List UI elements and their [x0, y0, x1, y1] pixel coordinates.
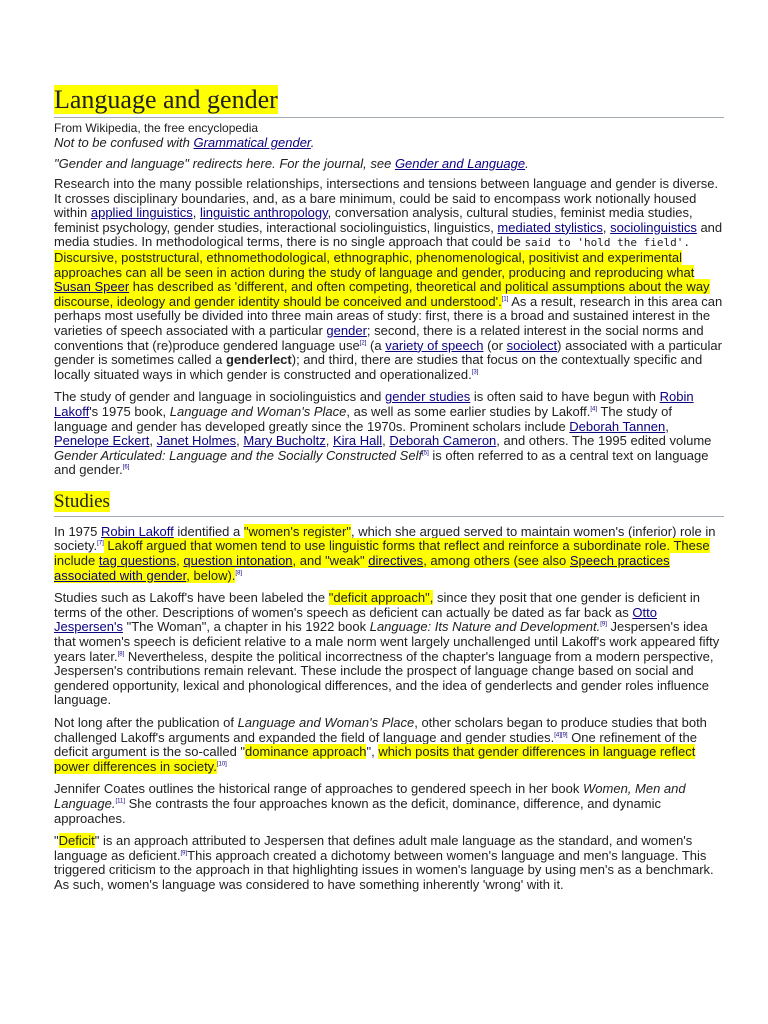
- reference-6[interactable]: [6]: [122, 464, 130, 471]
- text: One refinement of the deficit argument is the so-called ": [54, 729, 697, 760]
- book-title: Women, Men and Language.: [54, 781, 686, 811]
- text: ,: [665, 418, 669, 434]
- text: Lakoff argued that women tend to use linguistic forms that reflect and reinforce a subordinate role. These include: [54, 538, 710, 569]
- reference-3[interactable]: [3]: [471, 369, 479, 376]
- text: "The Woman", a chapter in his 1922 book: [122, 619, 370, 635]
- text: identified a: [173, 523, 244, 539]
- text: ,: [382, 433, 390, 449]
- link-deborah-tannen[interactable]: Deborah Tannen: [569, 418, 666, 434]
- hatnote-text: .: [310, 135, 315, 150]
- text: is often said to have begun with: [470, 389, 660, 405]
- studies-paragraph-1: [54, 525, 724, 583]
- text: ); and third, there are studies that focus on the contextually specific and locally situated ways in which gender is constructed and operationalized.: [54, 352, 703, 382]
- text: Studies such as Lakoff's have been labeled the: [54, 590, 329, 606]
- text: ,: [602, 219, 611, 235]
- highlighted-text: [54, 538, 710, 582]
- text: , other scholars began to produce studies that both challenged Lakoff's arguments and expanded the field of language and gender studies.: [54, 715, 707, 745]
- reference-9[interactable]: [9]: [600, 622, 607, 629]
- link-gender-and-language-journal[interactable]: Gender and Language: [394, 156, 526, 171]
- hatnote-text: "Gender and language" redirects here. For the journal, see: [54, 156, 395, 171]
- text: Research into the many possible relationships, intersections and tensions between language and gender is diverse. It crosses disciplinary boundaries, and, as a bare minimum, could be said to encompass work notionally housed within: [54, 176, 719, 221]
- hatnote-grammatical-gender: [54, 135, 724, 151]
- reference-2[interactable]: [2]: [359, 340, 367, 347]
- link-question-intonation[interactable]: question intonation: [183, 553, 293, 569]
- text: " is an approach attributed to Jespersen that defines adult male language as the standard, and women's language as deficient.: [54, 833, 693, 863]
- text: has described as 'different, and often competing, theoretical and political assumptions about the way discourse, ideology and gender identity should be conceived and understood'.: [54, 279, 710, 309]
- text: and media studies. In methodological terms, there is no single approach that could be: [54, 219, 723, 250]
- link-gender[interactable]: gender: [326, 322, 367, 338]
- studies-paragraph-5: [54, 834, 724, 892]
- section-heading-studies: [54, 490, 724, 517]
- text: ,: [325, 433, 333, 449]
- hatnote-text: .: [525, 156, 529, 171]
- link-tag-questions[interactable]: tag questions: [98, 553, 177, 569]
- highlighted-text: "deficit approach",: [328, 590, 434, 606]
- text: (a: [366, 337, 386, 353]
- studies-paragraph-4: [54, 782, 724, 826]
- text: 's 1975 book,: [89, 403, 170, 419]
- term-genderlect: genderlect: [225, 352, 292, 368]
- text: ; second, there is a related interest in the social norms and conventions that (re)produce gendered language use: [54, 322, 704, 353]
- reference-8[interactable]: [8]: [117, 651, 125, 658]
- text: Jespersen's idea that women's speech is deficient relative to a male norm went largely unchallenged until Lakoff's work appeared fifty years later.: [54, 619, 720, 664]
- text: Discursive, poststructural, ethnomethodological, ethnographic, phenomenological, positivist and experimental approaches can all be seen in action during the study of language and gender, producing and reproducing what: [54, 249, 695, 280]
- reference-7[interactable]: [7]: [97, 541, 104, 548]
- link-janet-holmes[interactable]: Janet Holmes: [156, 433, 237, 449]
- text: , conversation analysis, cultural studies, feminist media studies, feminist psychology, gender studies, interactional sociolinguistics, linguistics,: [54, 205, 693, 235]
- link-directives[interactable]: directives: [368, 553, 424, 569]
- highlighted-text: Deficit: [58, 833, 95, 849]
- intro-paragraph-2: [54, 390, 724, 478]
- reference-1[interactable]: [1]: [501, 296, 509, 303]
- text: ,: [192, 205, 200, 221]
- link-mediated-stylistics[interactable]: mediated stylistics: [497, 219, 603, 235]
- link-deborah-cameron[interactable]: Deborah Cameron: [389, 433, 497, 449]
- site-sub: From Wikipedia, the free encyclopedia: [54, 121, 259, 135]
- link-mary-bucholtz[interactable]: Mary Bucholtz: [243, 433, 326, 449]
- text: ,: [149, 433, 157, 449]
- text: This approach created a dichotomy between women's language and men's language. This triggered criticism to the approach in that highlighting issues in women's language by using men's as a benchmark. As such, women's language was considered to have something inherently 'wrong' with it.: [54, 847, 714, 892]
- text: The study of gender and language in sociolinguistics and: [54, 389, 385, 405]
- link-grammatical-gender[interactable]: Grammatical gender: [193, 135, 311, 150]
- highlighted-text: dominance approach: [245, 744, 367, 760]
- text: , and "weak": [292, 553, 369, 569]
- studies-paragraph-2: [54, 591, 724, 708]
- text: The study of language and gender has developed greatly since the 1970s. Prominent scholars include: [54, 403, 672, 434]
- text: , which she argued served to maintain women's (inferior) role in society.: [54, 523, 716, 554]
- link-gender-studies[interactable]: gender studies: [385, 389, 471, 405]
- reference-8[interactable]: [8]: [235, 570, 243, 577]
- article-content: [54, 84, 724, 901]
- text: ) associated with a particular gender is sometimes called a: [54, 337, 722, 368]
- text: Not long after the publication of: [54, 715, 238, 730]
- hatnote-gender-and-language: [54, 156, 724, 172]
- text: Jennifer Coates outlines the historical range of approaches to gendered speech in her book: [54, 781, 584, 797]
- reference-11[interactable]: [11]: [115, 798, 126, 805]
- hatnote-text: Not to be confused with: [54, 135, 194, 150]
- text: ,: [236, 433, 244, 449]
- text: ,: [176, 553, 184, 569]
- reference-4[interactable]: [4]: [590, 406, 598, 413]
- link-linguistic-anthropology[interactable]: linguistic anthropology: [200, 205, 328, 221]
- book-title: Language and Woman's Place: [237, 715, 415, 730]
- text: is often referred to as a central text on language and gender.: [54, 447, 709, 478]
- text: ": [54, 833, 59, 849]
- reference-9[interactable]: [9]: [180, 850, 188, 857]
- studies-paragraph-3: [54, 716, 724, 774]
- link-susan-speer[interactable]: Susan Speer: [54, 279, 130, 295]
- link-robin-lakoff[interactable]: Robin Lakoff: [54, 389, 694, 419]
- text: Nevertheless, despite the political incorrectness of the chapter's language from a modern perspective, Jespersen's contributions remain relevant. These include the prospect of language change based on social and gendered opportunity, lexical and phonological differences, and the idea of genderlects and gender roles influence language.: [54, 648, 714, 708]
- text: In 1975: [54, 523, 101, 539]
- reference-4-9[interactable]: [4][9]: [554, 732, 568, 739]
- link-kira-hall[interactable]: Kira Hall: [332, 433, 383, 449]
- highlighted-text: "women's register": [243, 523, 351, 539]
- link-sociolect[interactable]: sociolect: [506, 337, 558, 353]
- page-title: [54, 84, 724, 118]
- link-robin-lakoff[interactable]: Robin Lakoff: [101, 523, 174, 539]
- text: (or: [483, 337, 507, 353]
- link-applied-linguistics[interactable]: applied linguistics: [90, 205, 193, 221]
- text: As a result, research in this area can perhaps most usefully be divided into three main areas of study: first, there is a broad and sustained interest in the varieties of speech associated with a particular: [54, 293, 723, 338]
- reference-5[interactable]: [5]: [422, 450, 429, 457]
- link-speech-practices[interactable]: Speech practices associated with gender: [54, 553, 670, 583]
- link-sociolinguistics[interactable]: sociolinguistics: [610, 219, 697, 235]
- text: since they posit that one gender is deficient in terms of the other. Descriptions of women's speech as deficient can actually be dated as far back as: [54, 590, 701, 620]
- text: , among others (see also: [423, 553, 570, 569]
- link-variety-of-speech[interactable]: variety of speech: [385, 337, 484, 353]
- text: ",: [366, 744, 379, 760]
- book-title: Language: Its Nature and Development.: [369, 619, 601, 635]
- link-otto-jespersen[interactable]: Otto Jespersen's: [54, 604, 657, 635]
- page-title-text: Language and gender: [54, 85, 278, 114]
- section-heading-text: Studies: [54, 490, 110, 512]
- text: said to 'hold the field'.: [524, 236, 691, 250]
- reference-10[interactable]: [10]: [216, 761, 227, 768]
- text: She contrasts the four approaches known as the deficit, dominance, difference, and dynamic approaches.: [54, 795, 661, 826]
- highlighted-text: which posits that gender differences in language reflect power differences in society.: [54, 744, 696, 774]
- text: , and others. The 1995 edited volume: [496, 433, 712, 449]
- book-title: Gender Articulated: Language and the Socially Constructed Self: [54, 447, 423, 463]
- intro-paragraph-1: [54, 177, 724, 382]
- book-title: Language and Woman's Place: [169, 403, 347, 419]
- text: , as well as some earlier studies by Lakoff.: [346, 403, 591, 419]
- text: , below).: [186, 567, 236, 583]
- link-penelope-eckert[interactable]: Penelope Eckert: [54, 433, 150, 449]
